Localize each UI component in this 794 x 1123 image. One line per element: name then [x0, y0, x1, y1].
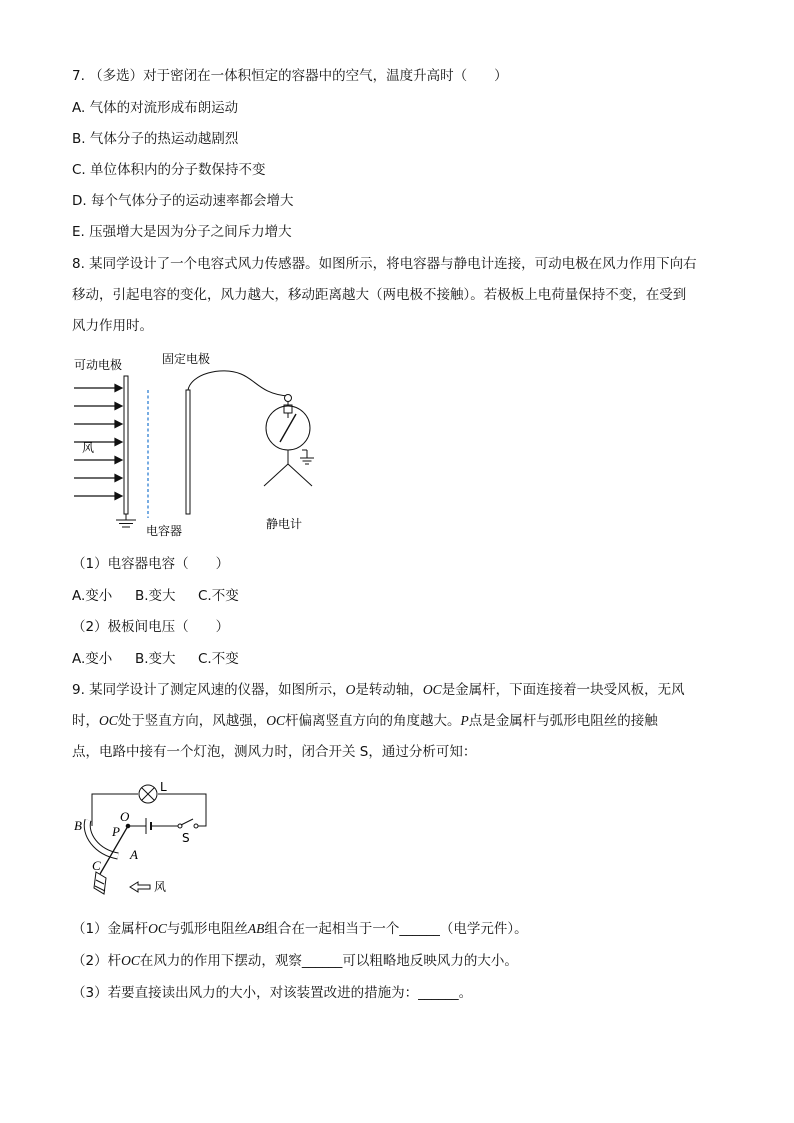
q7-stem: 7. （多选）对于密闭在一体积恒定的容器中的空气，温度升高时（ ） [72, 68, 508, 84]
q9-line1-O: O [345, 682, 356, 697]
q9-sub1-part-a: （1）金属杆 [72, 921, 149, 937]
circuit-wire-top [92, 794, 138, 826]
switch-blade [181, 819, 193, 825]
q9-line2-part-c: 杆偏离竖直方向的角度越大。 [285, 713, 461, 729]
q9-line1-part-c: 是金属杆，下面连接着一块受风板，无风 [441, 682, 685, 698]
q9-text-line2 [72, 711, 658, 731]
q8-sub1: （1）电容器电容（ ） [72, 556, 230, 572]
q9-line2-part-b: 处于竖直方向，风越强， [117, 713, 267, 729]
q9-line2-part-a: 时， [72, 713, 99, 729]
q9-sub3: （3）若要直接读出风力的大小，对该装置改进的措施为：______。 [72, 985, 473, 1001]
movable-plate-label: 可动电极 [74, 358, 123, 372]
q9-sub1-part-c: 组合在一起相当于一个______（电学元件）。 [264, 921, 528, 937]
label-C: C [92, 858, 101, 873]
pivot-o [126, 824, 130, 828]
q8-text-line2: 移动，引起电容的变化，风力越大，移动距离越大（两电极不接触）。若极板上电荷量保持不变，在受到 [72, 287, 687, 303]
label-wind: 风 [154, 880, 167, 894]
label-A: A [130, 847, 138, 862]
label-S: S [182, 831, 190, 845]
electrometer [264, 395, 314, 487]
q9-line2-part-d: 点是金属杆与弧形电阻丝的接触 [468, 713, 658, 729]
q8-sub1-option-a: A.变小 [72, 588, 113, 604]
q8-sub1-options [72, 586, 239, 606]
electrometer-label: 静电计 [266, 517, 303, 531]
q8-sub2-option-b: B.变大 [135, 651, 176, 667]
q8-text-line3: 风力作用时。 [72, 318, 153, 334]
q7-option-d: D. 每个气体分子的运动速率都会增大 [72, 193, 294, 209]
switch-contact-right [194, 824, 198, 828]
q9-text-line1 [72, 680, 685, 700]
label-P: P [112, 824, 120, 839]
q9-sub2-part-b: 在风力的作用下摆动，观察______可以粗略地反映风力的大小。 [139, 953, 518, 969]
q9-line1-OC: OC [422, 682, 442, 697]
capacitor-label: 电容器 [146, 524, 183, 538]
label-B: B [74, 818, 82, 833]
q9-line1-part-b: 是转动轴， [355, 682, 423, 698]
q9-line1-part-a: 9. 某同学设计了测定风速的仪器，如图所示， [72, 682, 346, 698]
fixed-plate-label: 固定电极 [162, 352, 211, 366]
q9-sub1-part-b: 与弧形电阻丝 [166, 921, 248, 937]
q9-sub1-OC: OC [148, 921, 167, 936]
q9-line2-OC: OC [99, 713, 118, 728]
circuit-wire-right [158, 794, 206, 826]
connecting-wire [188, 371, 288, 396]
label-O: O [120, 809, 130, 824]
wind-speed-circuit-diagram [68, 774, 228, 904]
q9-text-line3: 点，电路中接有一个灯泡，测风力时，闭合开关 S，通过分析可知： [72, 744, 477, 760]
q8-sub1-option-b: B.变大 [135, 588, 176, 604]
wind-label: 风 [82, 441, 95, 455]
q9-sub2-OC: OC [121, 953, 140, 968]
movable-plate [124, 376, 128, 514]
q8-sub2-options [72, 649, 239, 669]
q7-option-e: E. 压强增大是因为分子之间斥力增大 [72, 224, 292, 240]
wind-arrow [130, 882, 150, 892]
fixed-plate [186, 390, 190, 514]
ground-symbol [116, 514, 136, 527]
q9-sub2 [72, 951, 518, 971]
capacitor-sensor-diagram [66, 346, 366, 546]
q9-sub1 [72, 919, 528, 939]
q7-option-a: A. 气体的对流形成布朗运动 [72, 100, 239, 116]
q8-sub2: （2）极板间电压（ ） [72, 619, 230, 635]
q8-sub1-option-c: C.不变 [198, 588, 239, 604]
q9-line2-OC2: OC [266, 713, 286, 728]
q9-sub1-AB: AB [247, 921, 265, 936]
q8-text-line1: 8. 某同学设计了一个电容式风力传感器。如图所示，将电容器与静电计连接，可动电极在风力作用下向右 [72, 256, 697, 272]
q8-sub2-option-a: A.变小 [72, 651, 113, 667]
label-L: L [160, 780, 167, 794]
q9-sub2-part-a: （2）杆 [72, 953, 122, 969]
q7-option-c: C. 单位体积内的分子数保持不变 [72, 162, 266, 178]
q9-line2-P: P [460, 713, 469, 728]
q7-option-b: B. 气体分子的热运动越剧烈 [72, 131, 239, 147]
q8-sub2-option-c: C.不变 [198, 651, 239, 667]
